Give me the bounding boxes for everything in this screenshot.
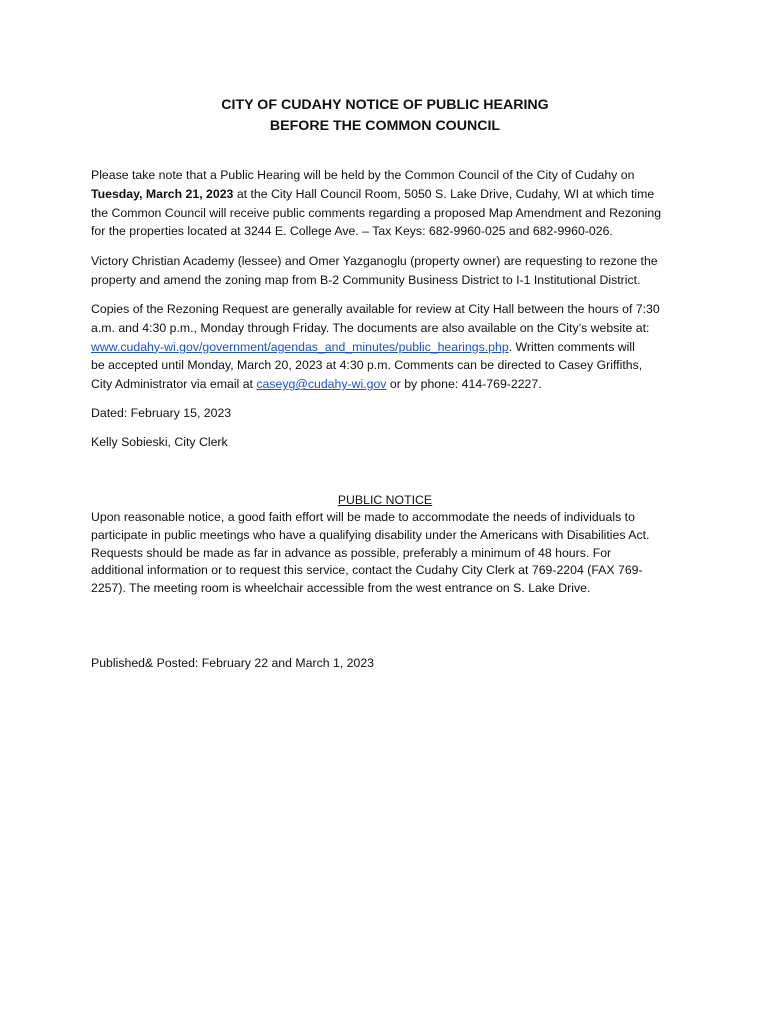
paragraph-line: Upon reasonable notice, a good faith effort will be made to accommodate the needs of individuals to (91, 510, 635, 524)
paragraph-line: for the properties located at 3244 E. College Ave. – Tax Keys: 682-9960-025 and 682-9960-026. (91, 224, 613, 239)
email-link[interactable]: caseyg@cudahy-wi.gov (256, 377, 387, 392)
paragraph-line: additional information or to request this service, contact the Cudahy City Clerk at 769-2204 (FAX 769- (91, 563, 643, 578)
link-trailing-text: . Written comments will (508, 339, 635, 354)
paragraph-line: be accepted until Monday, March 20, 2023 at 4:30 p.m. Comments can be directed to Casey Griffiths, (91, 358, 643, 373)
clerk-signature: Kelly Sobieski, City Clerk (91, 435, 228, 449)
public-notice-body (91, 509, 683, 598)
published-line: Published& Posted: February 22 and March 1, 2023 (91, 656, 375, 670)
notice-title (0, 95, 770, 137)
phone-text: or by phone: 414-769-2227. (386, 377, 542, 392)
hearing-location: at the City Hall Council Room, 5050 S. Lake Drive, Cudahy, WI at which time (233, 186, 655, 201)
hearing-paragraph (91, 166, 683, 241)
paragraph-line: Requests should be made as far in advance as possible, preferably a minimum of 48 hours. For (91, 545, 612, 560)
email-prefix-text: City Administrator via email at (91, 377, 257, 392)
paragraph-line: the Common Council will receive public comments regarding a proposed Map Amendment and Rezoning (91, 205, 662, 220)
paragraph-line: participate in public meetings who have a qualifying disability under the Americans with Disabilities Act. (91, 527, 650, 542)
paragraph-line: Victory Christian Academy (lessee) and Omer Yazganoglu (property owner) are requesting to rezone the (91, 254, 658, 268)
title-line-1: CITY OF CUDAHY NOTICE OF PUBLIC HEARING (221, 97, 549, 113)
paragraph-line: Please take note that a Public Hearing will be held by the Common Council of the City of Cudahy on (91, 168, 635, 182)
paragraph-line (91, 338, 683, 357)
copies-paragraph (91, 300, 683, 394)
title-line-2: BEFORE THE COMMON COUNCIL (269, 118, 501, 134)
hearing-date: Tuesday, March 21, 2023 (91, 186, 234, 201)
rezoning-paragraph (91, 252, 683, 290)
paragraph-line: Copies of the Rezoning Request are generally available for review at City Hall between the hours of 7:30 (91, 302, 660, 316)
dated-line: Dated: February 15, 2023 (91, 406, 232, 420)
paragraph-line: 2257). The meeting room is wheelchair accessible from the west entrance on S. Lake Drive. (91, 581, 591, 596)
paragraph-line (91, 375, 683, 394)
paragraph-line: a.m. and 4:30 p.m., Monday through Friday. The documents are also available on the City’s website at: (91, 320, 650, 335)
public-hearings-link[interactable]: www.cudahy-wi.gov/government/agendas_and_minutes/public_hearings.php (91, 339, 509, 354)
public-notice-heading: PUBLIC NOTICE (337, 493, 433, 507)
paragraph-line (91, 185, 683, 204)
paragraph-line: property and amend the zoning map from B-2 Community Business District to I-1 Institutional District. (91, 272, 641, 287)
